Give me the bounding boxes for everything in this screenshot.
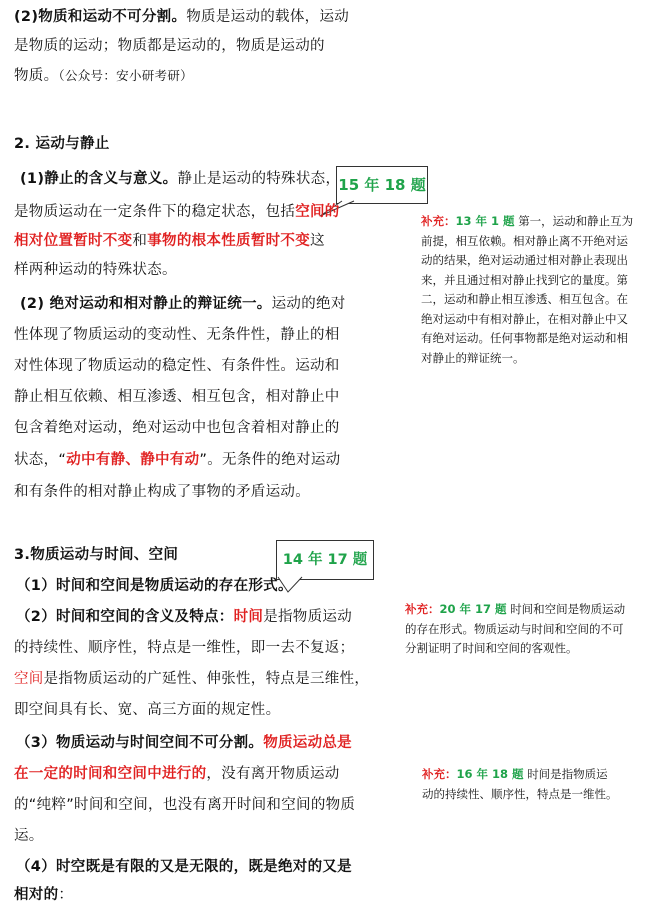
s2-note-line-8: 对静止的辩证统一。 [421, 350, 525, 365]
para-1-text: 物质是运动的载体，运动 [186, 9, 350, 25]
s2-p1-line-2 [14, 198, 340, 227]
s2-p1-red-b: 相对位置暂时不变 [14, 233, 133, 249]
s2-note-line-7: 有绝对运动。任何事物都是绝对运动和相 [421, 331, 628, 345]
para-1-line-2: 是物质的运动；物质都是运动的，物质是运动的 [14, 38, 325, 54]
s3-p3-line-4: 运。 [14, 828, 44, 844]
s2-p2-line-6 [14, 446, 340, 475]
s3-note2-year: 16 年 18 题 [456, 767, 524, 781]
section-2-heading: 2. 运动与静止 [14, 136, 110, 152]
s2-p1-line-4: 样两种运动的特殊状态。 [14, 262, 177, 278]
s3-p4-line-2 [14, 881, 73, 910]
s2-p2-line-2: 性体现了物质运动的变动性、无条件性，静止的相 [14, 327, 340, 343]
para-1-line-3 [14, 61, 193, 91]
s2-p2-red: 动中有静、静中有动 [66, 452, 200, 468]
s3-note1-line-1 [405, 600, 647, 620]
s3-note1-line-3: 分割证明了时间和空间的客观性。 [405, 641, 578, 655]
s2-p2-text: 运动的绝对 [271, 296, 346, 312]
s2-note-text: 第一，运动和静止互为 [518, 214, 634, 228]
s3-note1-label: 补充： [405, 602, 440, 616]
s2-p1-text: 静止是运动的特殊状态， [177, 171, 341, 187]
s3-note1-line-2: 的存在形式。物质运动与时间和空间的不可 [405, 621, 624, 636]
s3-p3-line-2 [14, 760, 340, 789]
s3-note2-text: 时间是指物质运 [527, 767, 608, 781]
s2-note-line-1 [421, 212, 647, 232]
source-note: （公众号：安小研考研） [58, 68, 193, 83]
s2-note-line-4: 来，并且通过相对静止找到它的量度。第 [421, 272, 628, 287]
s2-note-line-6: 绝对运动中有相对静止，在相对静止中又 [421, 311, 628, 326]
s2-p2-bold: (2) 绝对运动和相对静止的辩证统一。 [20, 296, 272, 312]
s2-p2-l6a: 状态，“ [14, 452, 67, 468]
s3-p2-line-1 [16, 603, 352, 632]
s2-p1-red-a: 空间的 [295, 204, 340, 220]
s3-p3-red-a: 物质运动总是 [263, 735, 352, 751]
s2-p2-line-1 [20, 290, 346, 319]
s2-note-line-3: 动的结果，绝对运动通过相对静止表现出 [421, 253, 628, 267]
s3-note1-year: 20 年 17 题 [439, 602, 507, 616]
s3-note2-label: 补充： [422, 767, 457, 781]
s2-side-note [421, 212, 647, 368]
para-1-line-1 [14, 3, 349, 32]
s3-side-note-1 [405, 600, 647, 659]
s2-p2-l6b: ”。无条件的绝对运动 [199, 452, 341, 468]
s3-p4-bold: 相对的 [14, 887, 59, 903]
para-1-bold: (2)物质和运动不可分割。 [14, 9, 187, 25]
s3-p2-text: 是指物质运动 [263, 609, 353, 625]
s2-p1-bold: (1)静止的含义与意义。 [20, 171, 178, 187]
s2-p2-line-4: 静止相互依赖、相互渗透、相互包含，相对静止中 [14, 389, 340, 405]
s3-note2-line-1 [422, 765, 647, 785]
s2-p2-line-3: 对性体现了物质运动的稳定性、有条件性。运动和 [14, 358, 340, 374]
s3-p3-line-3: 的“纯粹”时间和空间，也没有离开时间和空间的物质 [14, 797, 356, 813]
s3-p2-line-2: 的持续性、顺序性，特点是一维性，即一去不复返； [14, 640, 355, 656]
section-3-heading: 3.物质运动与时间、空间 [14, 547, 179, 563]
callout-14-17-label: 14 年 17 题 [282, 552, 368, 568]
s2-p1-line-1 [20, 165, 340, 194]
s3-note1-text: 时间和空间是物质运动 [510, 602, 626, 616]
callout-15-18-label: 15 年 18 题 [338, 176, 426, 194]
s3-p2-red-time: 时间 [233, 609, 264, 625]
s3-note2-line-2: 动的持续性、顺序性，特点是一维性。 [422, 786, 618, 801]
s2-p2-line-7: 和有条件的相对静止构成了事物的矛盾运动。 [14, 484, 310, 500]
s3-p2-bold: （2）时间和空间的含义及特点： [16, 609, 234, 625]
s2-note-line-2: 前提，相互依赖。相对静止离不开绝对运 [421, 233, 628, 248]
s3-p2-red-space: 空间 [14, 671, 44, 687]
s2-p2-line-5: 包含着绝对运动，绝对运动中也包含着相对静止的 [14, 420, 340, 436]
s2-p1-and: 和 [132, 233, 148, 249]
s2-p1-line-3 [14, 227, 325, 256]
s2-p1-this: 这 [310, 233, 325, 249]
s3-p2-line-3 [14, 665, 369, 694]
s3-p1: （1）时间和空间是物质运动的存在形式。 [16, 578, 293, 594]
para-1-end: 物质。 [14, 68, 59, 84]
s2-p1-l2: 是物质运动在一定条件下的稳定状态，包括 [14, 204, 296, 220]
s3-p2-line-4: 即空间具有长、宽、高三方面的规定性。 [14, 702, 281, 718]
s2-note-label: 补充： [421, 214, 456, 228]
s2-note-year: 13 年 1 题 [455, 214, 515, 228]
s3-p3-red-b: 在一定的时间和空间中进行的 [14, 766, 207, 782]
s3-side-note-2 [422, 765, 647, 804]
s2-p1-red-c: 事物的根本性质暂时不变 [147, 233, 311, 249]
s3-p3-bold: （3）物质运动与时间空间不可分割。 [16, 735, 264, 751]
s2-note-line-5: 二，运动和静止相互渗透、相互包含。在 [421, 292, 628, 306]
s3-p4-colon: ： [58, 887, 74, 903]
s3-p2-l3: 是指物质运动的广延性、伸张性，特点是三维性， [43, 671, 370, 687]
s3-p4-line-1: （4）时空既是有限的又是无限的，既是绝对的又是 [16, 859, 352, 875]
s3-p3-l2: ，没有离开物质运动 [206, 766, 340, 782]
s3-p3-line-1 [16, 729, 352, 758]
